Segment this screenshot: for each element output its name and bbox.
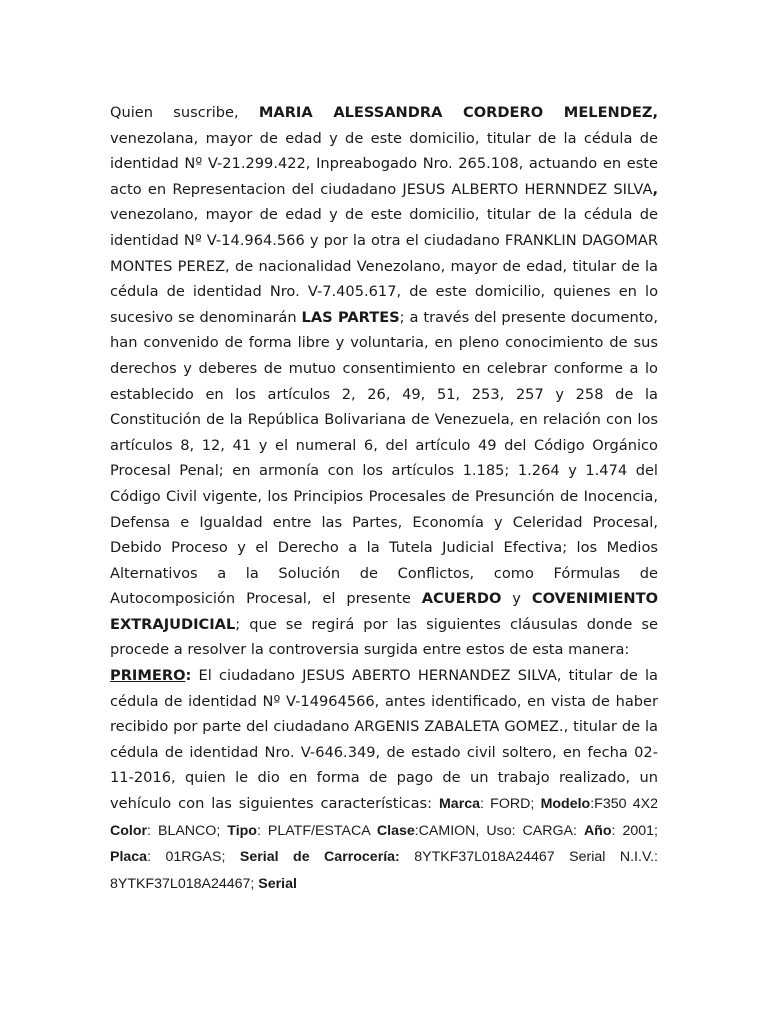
spec-label: Modelo [540,796,591,813]
clause-heading-colon: : [185,667,192,685]
text-run: y [501,590,532,608]
spec-label: Marca [438,796,480,813]
text-run: venezolano, mayor de edad y de este domicilio, titular de la cédula de identidad Nº V-14.964.566 y por la otra el ciudadano FRANKLIN DAGOMAR MONTES PEREZ, de nacionalidad Venezolano, mayor de edad, titular de la cédula de identidad Nro. V-7.405.617, de este domicilio, quienes en lo sucesivo se denominarán [110,206,658,326]
las-partes-term: LAS PARTES [301,308,400,326]
spec-label: Serial de Carrocería: [239,849,400,866]
clause-heading [110,667,191,684]
acuerdo-term: ACUERDO [421,590,502,608]
spec-value: : 2001; [611,822,658,839]
clause-primero [110,663,658,897]
text-run: El ciudadano JESUS ABERTO HERNANDEZ SILVA, titular de la cédula de identidad Nº V-14964566, antes identificado, en vista de haber recibido por parte del ciudadano ARGENIS ZABALETA GOMEZ., titular de la cédula de identidad Nro. V-646.349, de estado civil soltero, en fecha 02-11-2016, quien le dio en forma de pago de un trabajo realizado, un vehículo con las siguientes características: [110,667,658,813]
covenimiento-term: COVENIMIENTO EXTRAJUDICIAL [110,590,658,633]
spec-value: : 01RGAS; [147,849,240,866]
spec-value: : FORD; [480,796,541,813]
bold-comma: , [652,180,658,198]
spec-value: 8YTKF37L018A24467 Serial N.I.V.: 8YTKF37L018A24467; [110,849,658,892]
clause-heading-label: PRIMERO [110,667,186,685]
text-run: venezolana, mayor de edad y de este domicilio, titular de la cédula de identidad Nº V-21.299.422, Inpreabogado Nro. 265.108, actuando en este acto en Representacion del ciudadano JESUS ALBERTO HERNNDEZ SILVA [110,129,658,198]
document-page [110,100,658,897]
spec-value: :CAMION, Uso: CARGA: [414,822,584,839]
spec-label: Clase [376,822,415,839]
spec-value: : PLATF/ESTACA [256,822,377,839]
spec-label: Color [110,822,148,839]
spec-label: Placa [110,849,148,866]
spec-label: Tipo [227,822,257,839]
spec-value: :F350 4X2 [590,796,658,813]
spec-label: Serial [258,875,297,892]
intro-paragraph [110,100,658,663]
text-run: ; que se regirá por las siguientes cláusulas donde se procede a resolver la controversia surgida entre estos de esta manera: [110,615,658,659]
spec-label: Año [583,822,612,839]
representative-name: MARIA ALESSANDRA CORDERO MELENDEZ, [258,104,658,121]
spec-value: : BLANCO; [147,822,228,839]
text-run: Quien suscribe, [110,104,259,121]
text-run: ; a través del presente documento, han convenido de forma libre y voluntaria, en pleno conocimiento de sus derechos y deberes de mutuo consentimiento en celebrar conforme a lo establecido en los artículos 2, 26, 49, 51, 253, 257 y 258 de la Constitución de la República Bolivariana de Venezuela, en relación con los artículos 8, 12, 41 y el numeral 6, del artículo 49 del Código Orgánico Procesal Penal; en armonía con los artículos 1.185; 1.264 y 1.474 del Código Civil vigente, los Principios Procesales de Presunción de Inocencia, Defensa e Igualdad entre las Partes, Economía y Celeridad Procesal, Debido Proceso y el Derecho a la Tutela Judicial Efectiva; los Medios Alternativos a la Solución de Conflictos, como Fórmulas de Autocomposición Procesal, el presente [110,308,658,608]
